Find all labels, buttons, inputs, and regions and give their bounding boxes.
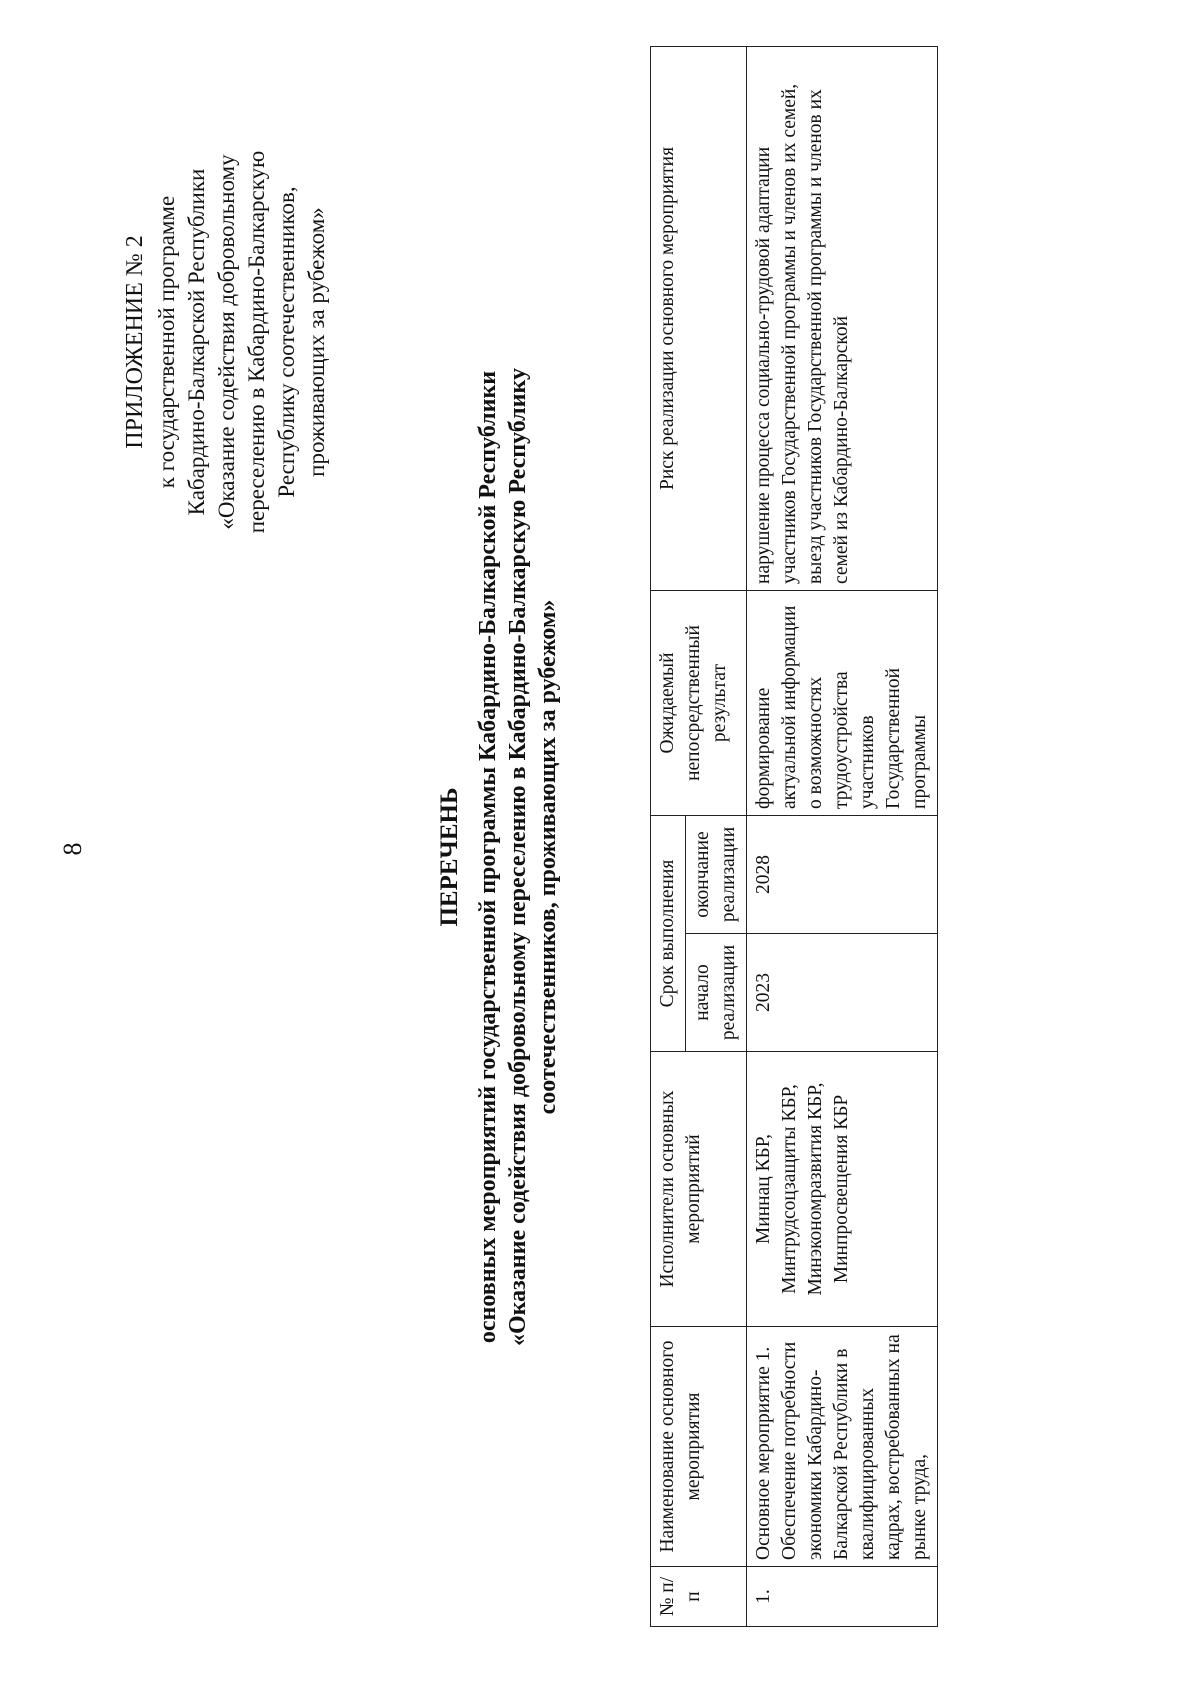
header-num: № п/п — [651, 1567, 747, 1627]
header-result: Ожидаемый непосредственный результат — [651, 590, 747, 815]
table-row — [747, 46, 938, 1626]
measures-table — [650, 46, 938, 1627]
appendix-block — [120, 57, 332, 627]
header-term: Срок выполнения — [651, 815, 686, 1051]
cell-end: 2028 — [747, 815, 938, 933]
appendix-line: «Оказание содействия добровольному — [214, 154, 239, 530]
appendix-line: проживающих за рубежом» — [304, 207, 329, 477]
heading-title: ПЕРЕЧЕНЬ — [436, 787, 463, 927]
header-start: начало реализации — [686, 934, 747, 1052]
cell-start: 2023 — [747, 934, 938, 1052]
document-heading — [435, 137, 563, 1577]
cell-result: формирование актуальной информации о возможностях трудоустройства участников Государственной программы — [747, 590, 938, 815]
heading-line: соотечественников, проживающих за рубежом» — [535, 599, 561, 1115]
appendix-line: переселению в Кабардино-Балкарскую — [244, 150, 269, 534]
appendix-line: к государственной программе — [154, 195, 179, 489]
appendix-title: ПРИЛОЖЕНИЕ № 2 — [122, 235, 148, 449]
header-risk: Риск реализации основного мероприятия — [651, 46, 747, 590]
header-end: окончание реализации — [686, 815, 747, 933]
cell-executors: Миннац КБР, Минтрудсоцзащиты КБР, Минэкономразвития КБР, Минпросвещения КБР — [747, 1052, 938, 1327]
cell-num: 1. — [747, 1567, 938, 1627]
appendix-line: Республику соотечественников, — [274, 186, 299, 498]
header-name: Наименование основного мероприятия — [651, 1327, 747, 1567]
table-header-row — [651, 46, 686, 1626]
cell-risk: нарушение процесса социально-трудовой адаптации участников Государственной программы и членов их семей, выезд участников Государственной программы и членов их семей из Кабардино-Балкарской — [747, 46, 938, 590]
appendix-line: Кабардино-Балкарской Республики — [184, 168, 209, 516]
cell-name: Основное мероприятие 1. Обеспечение потребности экономики Кабардино-Балкарской Республики в квалифицированных кадрах, востребованных на рынке труда, — [747, 1327, 938, 1567]
heading-line: «Оказание содействия добровольному переселению в Кабардино-Балкарскую Республику — [505, 368, 531, 1346]
page-number: 8 — [58, 842, 87, 856]
header-executors: Исполнители основных мероприятий — [651, 1052, 747, 1327]
heading-line: основных мероприятий государственной программы Кабардино-Балкарской Республики — [475, 370, 501, 1344]
